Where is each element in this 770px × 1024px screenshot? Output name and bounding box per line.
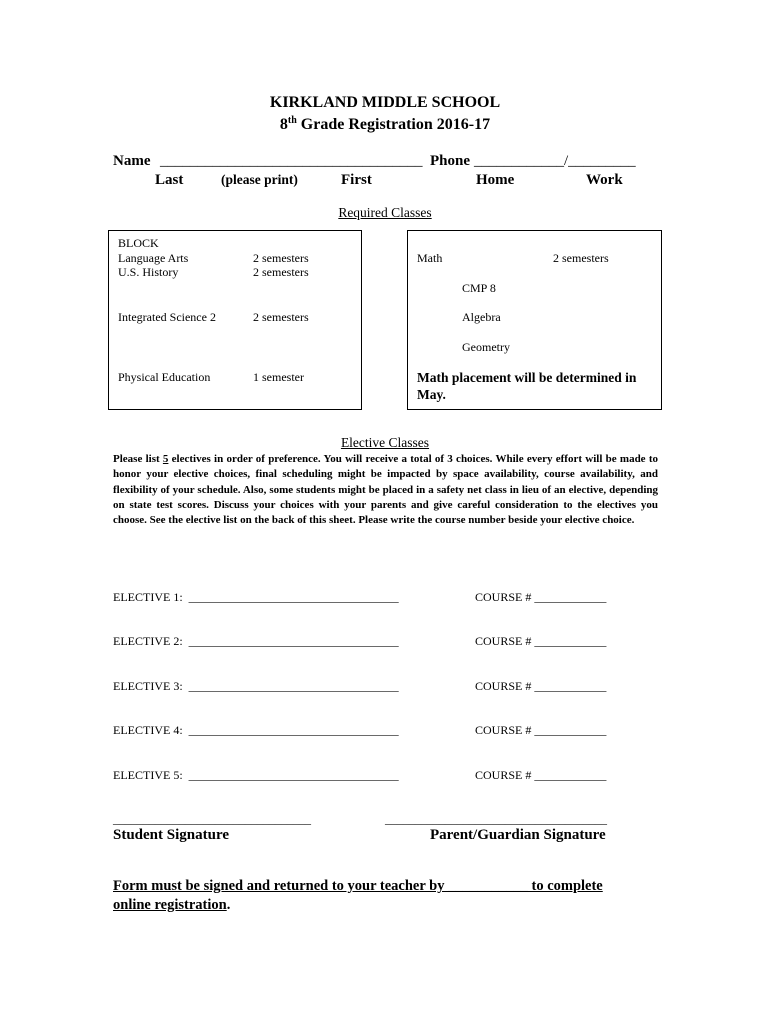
school-title: KIRKLAND MIDDLE SCHOOL: [269, 94, 501, 111]
course-5-field[interactable]: COURSE # ____________: [475, 768, 607, 782]
name-field[interactable]: ___________________________________: [160, 153, 423, 169]
footer-text-b: to complete online registration: [113, 878, 603, 913]
last-sublabel: Last: [155, 172, 184, 188]
length-language-arts: 2 semesters: [253, 251, 309, 265]
elective-instructions: [113, 452, 658, 528]
elective-classes-heading: Elective Classes: [340, 435, 430, 450]
course-integrated-science: Integrated Science 2: [118, 310, 216, 324]
instructions-count: 5: [162, 453, 169, 465]
course-us-history: U.S. History: [118, 265, 179, 279]
phone-label: Phone: [430, 153, 471, 169]
elective-3-field[interactable]: ELECTIVE 3: ___________________________________: [113, 679, 399, 693]
first-sublabel: First: [341, 172, 372, 188]
math-placement-note: Math placement will be determined in May.: [417, 370, 637, 402]
course-language-arts: Language Arts: [118, 251, 189, 265]
course-1-field[interactable]: COURSE # ____________: [475, 590, 607, 604]
math-option-algebra: Algebra: [462, 310, 501, 324]
return-date-blank[interactable]: ___________: [448, 878, 528, 894]
length-us-history: 2 semesters: [253, 265, 309, 279]
course-physical-education: Physical Education: [118, 370, 211, 384]
math-label: Math: [417, 251, 443, 265]
math-option-cmp8: CMP 8: [462, 281, 496, 295]
grade-suffix: th: [287, 115, 297, 126]
please-print-sublabel: (please print): [221, 172, 298, 187]
instructions-part-1: Please list: [113, 453, 163, 465]
form-title: [0, 116, 770, 134]
footer-note: [113, 877, 633, 915]
length-physical-education: 1 semester: [253, 370, 304, 384]
footer-period: .: [226, 897, 231, 913]
course-2-field[interactable]: COURSE # ____________: [475, 634, 607, 648]
work-sublabel: Work: [586, 172, 623, 188]
name-label: Name: [113, 153, 151, 169]
student-signature-line[interactable]: _________________________________: [113, 812, 311, 826]
elective-5-field[interactable]: ELECTIVE 5: ___________________________________: [113, 768, 399, 782]
parent-signature-line[interactable]: _____________________________________: [385, 812, 607, 826]
block-label: BLOCK: [118, 236, 159, 250]
grade-number: 8: [279, 116, 288, 133]
math-option-geometry: Geometry: [462, 340, 510, 354]
instructions-part-2: electives in order of preference. You will receive a total of 3 choices. While every effort will be made to honor your elective choices, final scheduling might be impacted by space availability, course availability, and flexibility of your schedule. Also, some students might be placed in a safety net class in lieu of an elective, depending on state test scores. Discuss your choices with your parents and give careful consideration to the electives you choose. See the elective list on the back of this sheet. Please write the course number beside your elective choice.: [113, 453, 658, 527]
course-4-field[interactable]: COURSE # ____________: [475, 723, 607, 737]
course-3-field[interactable]: COURSE # ____________: [475, 679, 607, 693]
required-classes-heading: Required Classes: [338, 205, 432, 220]
phone-field[interactable]: ____________/_________: [474, 153, 636, 169]
footer-text-a: Form must be signed and returned to your teacher by: [113, 878, 449, 894]
form-title-rest: Grade Registration 2016-17: [296, 116, 491, 133]
parent-signature-label: Parent/Guardian Signature: [430, 827, 606, 843]
elective-2-field[interactable]: ELECTIVE 2: ___________________________________: [113, 634, 399, 648]
elective-1-field[interactable]: ELECTIVE 1: ___________________________________: [113, 590, 399, 604]
student-signature-label: Student Signature: [113, 827, 230, 843]
math-length: 2 semesters: [553, 251, 609, 265]
elective-4-field[interactable]: ELECTIVE 4: ___________________________________: [113, 723, 399, 737]
home-sublabel: Home: [476, 172, 515, 188]
length-integrated-science: 2 semesters: [253, 310, 309, 324]
